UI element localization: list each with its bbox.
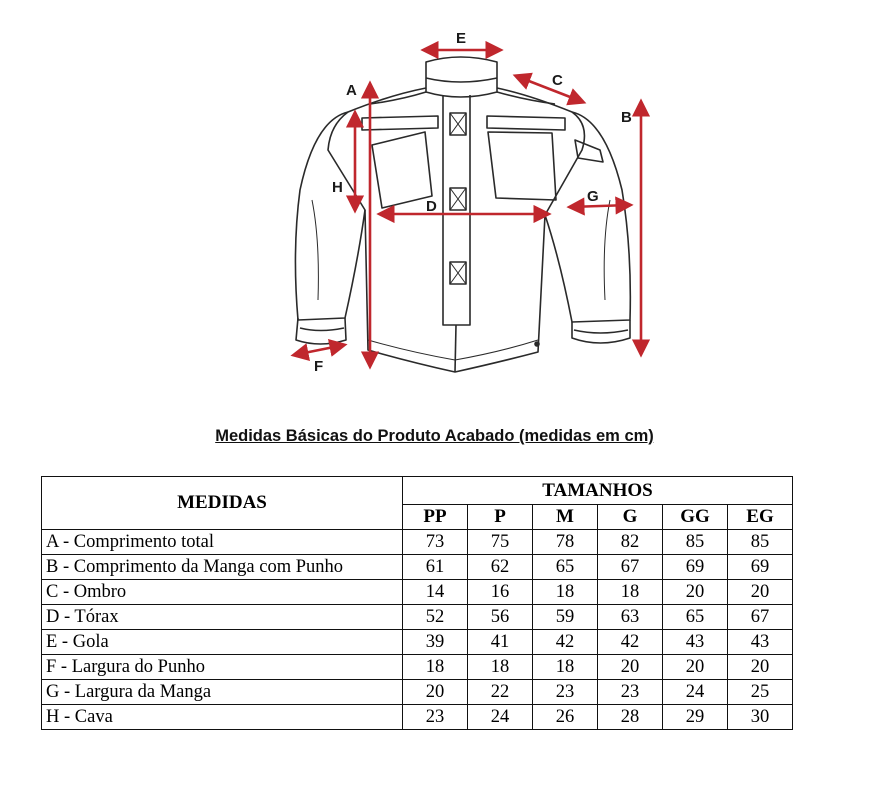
measure-value: 41 xyxy=(468,630,533,655)
measure-value: 18 xyxy=(598,580,663,605)
table-row xyxy=(42,605,793,630)
measure-value: 67 xyxy=(728,605,793,630)
measure-value: 43 xyxy=(728,630,793,655)
measure-label: G - Largura da Manga xyxy=(42,680,403,705)
measure-value: 82 xyxy=(598,530,663,555)
measure-value: 25 xyxy=(728,680,793,705)
measure-value: 23 xyxy=(403,705,468,730)
measure-value: 52 xyxy=(403,605,468,630)
measure-value: 18 xyxy=(403,655,468,680)
size-header: G xyxy=(598,505,663,530)
label-h: H xyxy=(332,179,343,196)
table-row xyxy=(42,555,793,580)
measure-label: E - Gola xyxy=(42,630,403,655)
measure-value: 42 xyxy=(598,630,663,655)
label-g: G xyxy=(587,188,599,205)
measure-value: 18 xyxy=(533,655,598,680)
measure-value: 23 xyxy=(533,680,598,705)
measure-value: 42 xyxy=(533,630,598,655)
measure-label: H - Cava xyxy=(42,705,403,730)
measure-value: 18 xyxy=(533,580,598,605)
measure-value: 85 xyxy=(728,530,793,555)
tamanhos-header: TAMANHOS xyxy=(403,477,793,505)
measure-value: 16 xyxy=(468,580,533,605)
label-c: C xyxy=(552,72,563,89)
size-header: P xyxy=(468,505,533,530)
measure-value: 69 xyxy=(663,555,728,580)
table-row xyxy=(42,530,793,555)
measure-value: 43 xyxy=(663,630,728,655)
measure-value: 14 xyxy=(403,580,468,605)
measure-value: 62 xyxy=(468,555,533,580)
measure-value: 65 xyxy=(663,605,728,630)
measure-value: 61 xyxy=(403,555,468,580)
medidas-header: MEDIDAS xyxy=(42,477,403,530)
table-row xyxy=(42,580,793,605)
arrow-f xyxy=(294,345,344,355)
measure-value: 20 xyxy=(663,655,728,680)
measure-value: 23 xyxy=(598,680,663,705)
measure-label: A - Comprimento total xyxy=(42,530,403,555)
measure-value: 39 xyxy=(403,630,468,655)
measure-value: 20 xyxy=(403,680,468,705)
measure-value: 20 xyxy=(728,580,793,605)
measure-label: D - Tórax xyxy=(42,605,403,630)
measure-value: 75 xyxy=(468,530,533,555)
size-table xyxy=(41,476,793,730)
size-header: PP xyxy=(403,505,468,530)
measure-value: 73 xyxy=(403,530,468,555)
arrow-g xyxy=(570,205,630,207)
measure-value: 18 xyxy=(468,655,533,680)
label-b: B xyxy=(621,109,632,126)
measure-value: 78 xyxy=(533,530,598,555)
measure-value: 20 xyxy=(728,655,793,680)
measure-value: 67 xyxy=(598,555,663,580)
table-row xyxy=(42,630,793,655)
measure-label: C - Ombro xyxy=(42,580,403,605)
measure-value: 63 xyxy=(598,605,663,630)
measure-value: 59 xyxy=(533,605,598,630)
size-header: M xyxy=(533,505,598,530)
label-f: F xyxy=(314,358,324,375)
measure-value: 22 xyxy=(468,680,533,705)
measure-value: 29 xyxy=(663,705,728,730)
measure-value: 20 xyxy=(663,580,728,605)
label-e: E xyxy=(456,30,467,47)
table-row xyxy=(42,705,793,730)
measure-value: 24 xyxy=(468,705,533,730)
measure-value: 85 xyxy=(663,530,728,555)
caption-text: Medidas Básicas do Produto Acabado (medidas em cm) xyxy=(215,427,654,445)
measure-label: F - Largura do Punho xyxy=(42,655,403,680)
measure-value: 56 xyxy=(468,605,533,630)
size-header: GG xyxy=(663,505,728,530)
arrow-c xyxy=(516,76,583,102)
measure-value: 65 xyxy=(533,555,598,580)
table-row xyxy=(42,680,793,705)
measure-value: 24 xyxy=(663,680,728,705)
measure-value: 28 xyxy=(598,705,663,730)
label-d: D xyxy=(426,198,437,215)
measure-label: B - Comprimento da Manga com Punho xyxy=(42,555,403,580)
size-header: EG xyxy=(728,505,793,530)
measure-value: 30 xyxy=(728,705,793,730)
measure-value: 20 xyxy=(598,655,663,680)
measure-value: 26 xyxy=(533,705,598,730)
measure-value: 69 xyxy=(728,555,793,580)
table-row xyxy=(42,655,793,680)
table-caption xyxy=(0,427,869,446)
label-a: A xyxy=(346,82,357,99)
